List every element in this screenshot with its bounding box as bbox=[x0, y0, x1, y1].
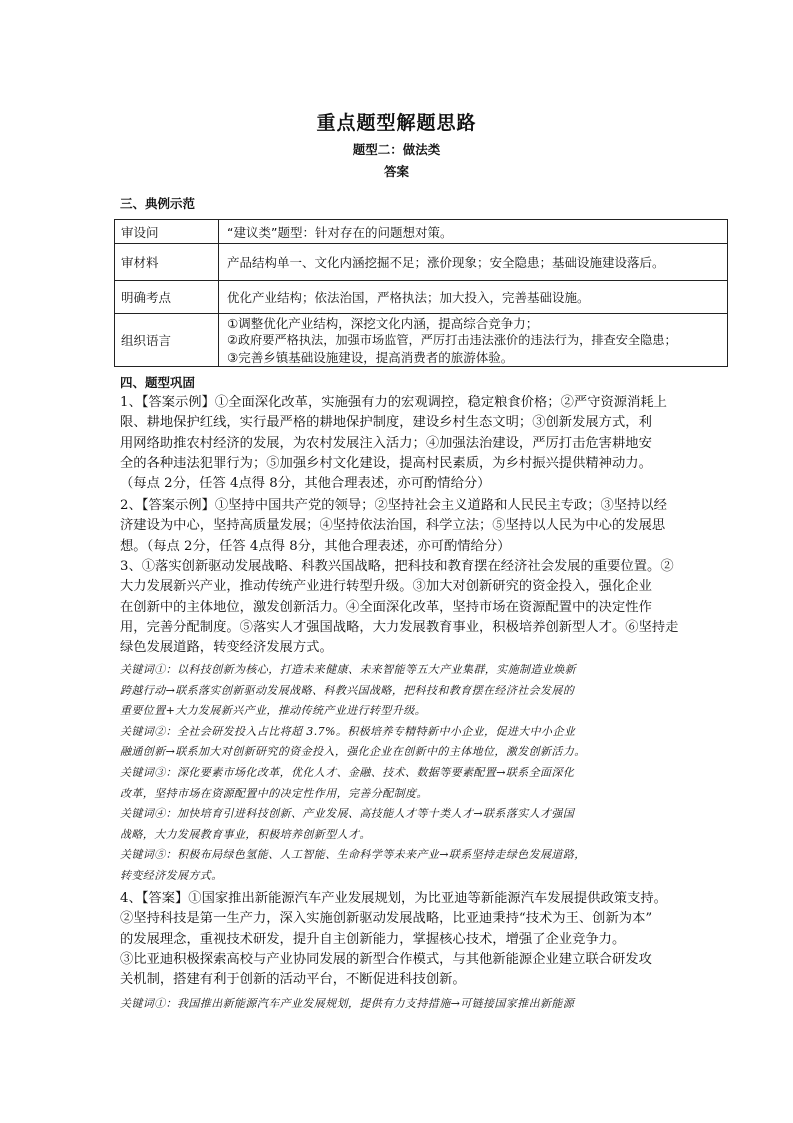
answer-line: 1、【答案示例】①全面深化改革，实施强有力的宏观调控，稳定粮食价格；②严守资源消耗上 bbox=[120, 395, 667, 410]
page-title: 重点题型解题思路 bbox=[316, 112, 477, 134]
answer-line: 用，完善分配制度。⑤落实人才强国战略，大力发展教育事业，积极培养创新型人才。⑥坚持走 bbox=[120, 619, 679, 635]
keyword-line: 改革，坚持市场在资源配置中的决定性作用，完善分配制度。 bbox=[120, 786, 428, 800]
page-subtitle: 题型二：做法类 bbox=[352, 142, 441, 157]
table-row bbox=[115, 314, 728, 367]
table-cell-line: ②政府要严格执法，加强市场监管，严厉打击违法涨价的违法行为，排查安全隐患； bbox=[227, 332, 677, 347]
answer-line: 关机制，搭建有利于创新的活动平台，不断促进科技创新。 bbox=[120, 972, 466, 988]
answer-line: 的发展理念，重视技术研发，提升自主创新能力，掌握核心技术，增强了企业竞争力。 bbox=[120, 931, 626, 947]
table-cell-line: ①调整优化产业结构，深挖文化内涵，提高综合竞争力； bbox=[227, 315, 539, 331]
answer-4 bbox=[120, 889, 705, 990]
answer-line: 济建设为中心，坚持高质量发展；④坚持依法治国，科学立法；⑤坚持以人民为中心的发展思 bbox=[120, 518, 666, 534]
table-row bbox=[115, 244, 728, 281]
table-row-value bbox=[219, 281, 728, 314]
answer-line: ②坚持科技是第一生产力，深入实施创新驱动发展战略，比亚迪秉持“技术为王、创新为本” bbox=[120, 911, 653, 927]
keyword-line: 关键词⑤：积极布局绿色氢能、人工智能、生命科学等未来产业→联系坚持走绿色发展道路， bbox=[120, 848, 586, 862]
table-row-value bbox=[219, 244, 728, 281]
answer-line: 在创新中的主体地位，激发创新活力。④全面深化改革，坚持市场在资源配置中的决定性作 bbox=[120, 599, 652, 615]
table-row bbox=[115, 220, 728, 244]
section-heading-examples: 三、典例示范 bbox=[120, 196, 196, 211]
answer-line: ③比亚迪积极探索高校与产业协同发展的新型合作模式，与其他新能源企业建立联合研发攻 bbox=[120, 951, 652, 967]
table-cell-line: ③完善乡镇基础设施建设，提高消费者的旅游体验。 bbox=[227, 349, 514, 365]
keyword-line: 关键词④：加快培育引进科技创新、产业发展、高技能人才等十类人才→联系落实人才强国 bbox=[120, 807, 575, 821]
table-row-value bbox=[219, 314, 728, 367]
answer-line: 用网络助推农村经济的发展，为农村发展注入活力；④加强法治建设，严厉打击危害耕地安 bbox=[120, 435, 652, 451]
table-row-value bbox=[219, 220, 728, 244]
answer-line: （每点 2分，任答 4点得 8分，其他合理表述，亦可酌情给分） bbox=[120, 476, 491, 492]
table-cell-text: 优化产业结构；依法治国，严格执法；加大投入，完善基础设施。 bbox=[227, 290, 590, 305]
answer-line: 4、【答案】①国家推出新能源汽车产业发展规划，为比亚迪等新能源汽车发展提供政策支持。 bbox=[120, 891, 667, 906]
analysis-table bbox=[114, 219, 728, 367]
keyword-line: 战略，大力发展教育事业，积极培养创新型人才。 bbox=[120, 827, 371, 841]
keyword-line: 关键词②：全社会研发投入占比将超 3.7%。积极培养专精特新中小企业，促进大中小企业 bbox=[120, 724, 576, 738]
answer-line: 全的各种违法犯罪行为；⑤加强乡村文化建设，提高村民素质，为乡村振兴提供精神动力。 bbox=[120, 455, 652, 471]
table-row-label: 明确考点 bbox=[115, 281, 219, 314]
answer-3 bbox=[120, 557, 705, 658]
answer-line: 限、耕地保护红线，实行最严格的耕地保护制度，建设乡村生态文明；③创新发展方式，利 bbox=[120, 415, 652, 431]
table-cell-text: “建议类”题型：针对存在的问题想对策。 bbox=[227, 224, 453, 240]
answer-line: 2、【答案示例】①坚持中国共产党的领导；②坚持社会主义道路和人民民主专政；③坚持以经 bbox=[120, 498, 667, 513]
keyword-line: 关键词①：以科技创新为核心，打造未来健康、未来智能等五大产业集群，实施制造业焕新 bbox=[120, 663, 576, 676]
section-heading-practice: 四、题型巩固 bbox=[120, 375, 196, 390]
keyword-line: 重要位置+大力发展新兴产业，推动传统产业进行转型升级。 bbox=[120, 704, 427, 718]
answer-line: 绿色发展道路，转变经济发展方式。 bbox=[120, 640, 333, 656]
table-row bbox=[115, 281, 728, 314]
table-row-label: 审设问 bbox=[115, 220, 219, 244]
answer-line: 3、①落实创新驱动发展战略、科教兴国战略，把科技和教育摆在经济社会发展的重要位置。② bbox=[120, 559, 674, 574]
answer-line: 想。（每点 2分，任答 4点得 8分，其他合理表述，亦可酌情给分） bbox=[120, 538, 511, 554]
table-row-label: 审材料 bbox=[115, 244, 219, 281]
table-row-label: 组织语言 bbox=[115, 314, 219, 367]
answer-2 bbox=[120, 496, 705, 557]
answer-line: 大力发展新兴产业，推动传统产业进行转型升级。③加大对创新研究的资金投入，强化企业 bbox=[120, 579, 652, 595]
keyword-line: 融通创新→联系加大对创新研究的资金投入，强化企业在创新中的主体地位，激发创新活力。 bbox=[120, 745, 586, 759]
answer-1 bbox=[120, 393, 705, 494]
keyword-line: 关键词③：深化要素市场化改革，优化人才、金融、技术、数据等要素配置→联系全面深化 bbox=[120, 765, 575, 779]
keywords-3 bbox=[120, 660, 705, 887]
answer-label: 答案 bbox=[383, 164, 409, 179]
keyword-line: 跨越行动→联系落实创新驱动发展战略、科教兴国战略，把科技和教育摆在经济社会发展的 bbox=[120, 683, 575, 697]
keyword-line: 转变经济发展方式。 bbox=[120, 868, 223, 882]
keywords-4 bbox=[120, 994, 705, 1015]
keyword-line: 关键词①：我国推出新能源汽车产业发展规划，提供有力支持措施→可链接国家推出新能源 bbox=[120, 997, 575, 1010]
table-cell-text: 产品结构单一、文化内涵挖掘不足；涨价现象；安全隐患；基础设施建设落后。 bbox=[227, 255, 665, 270]
